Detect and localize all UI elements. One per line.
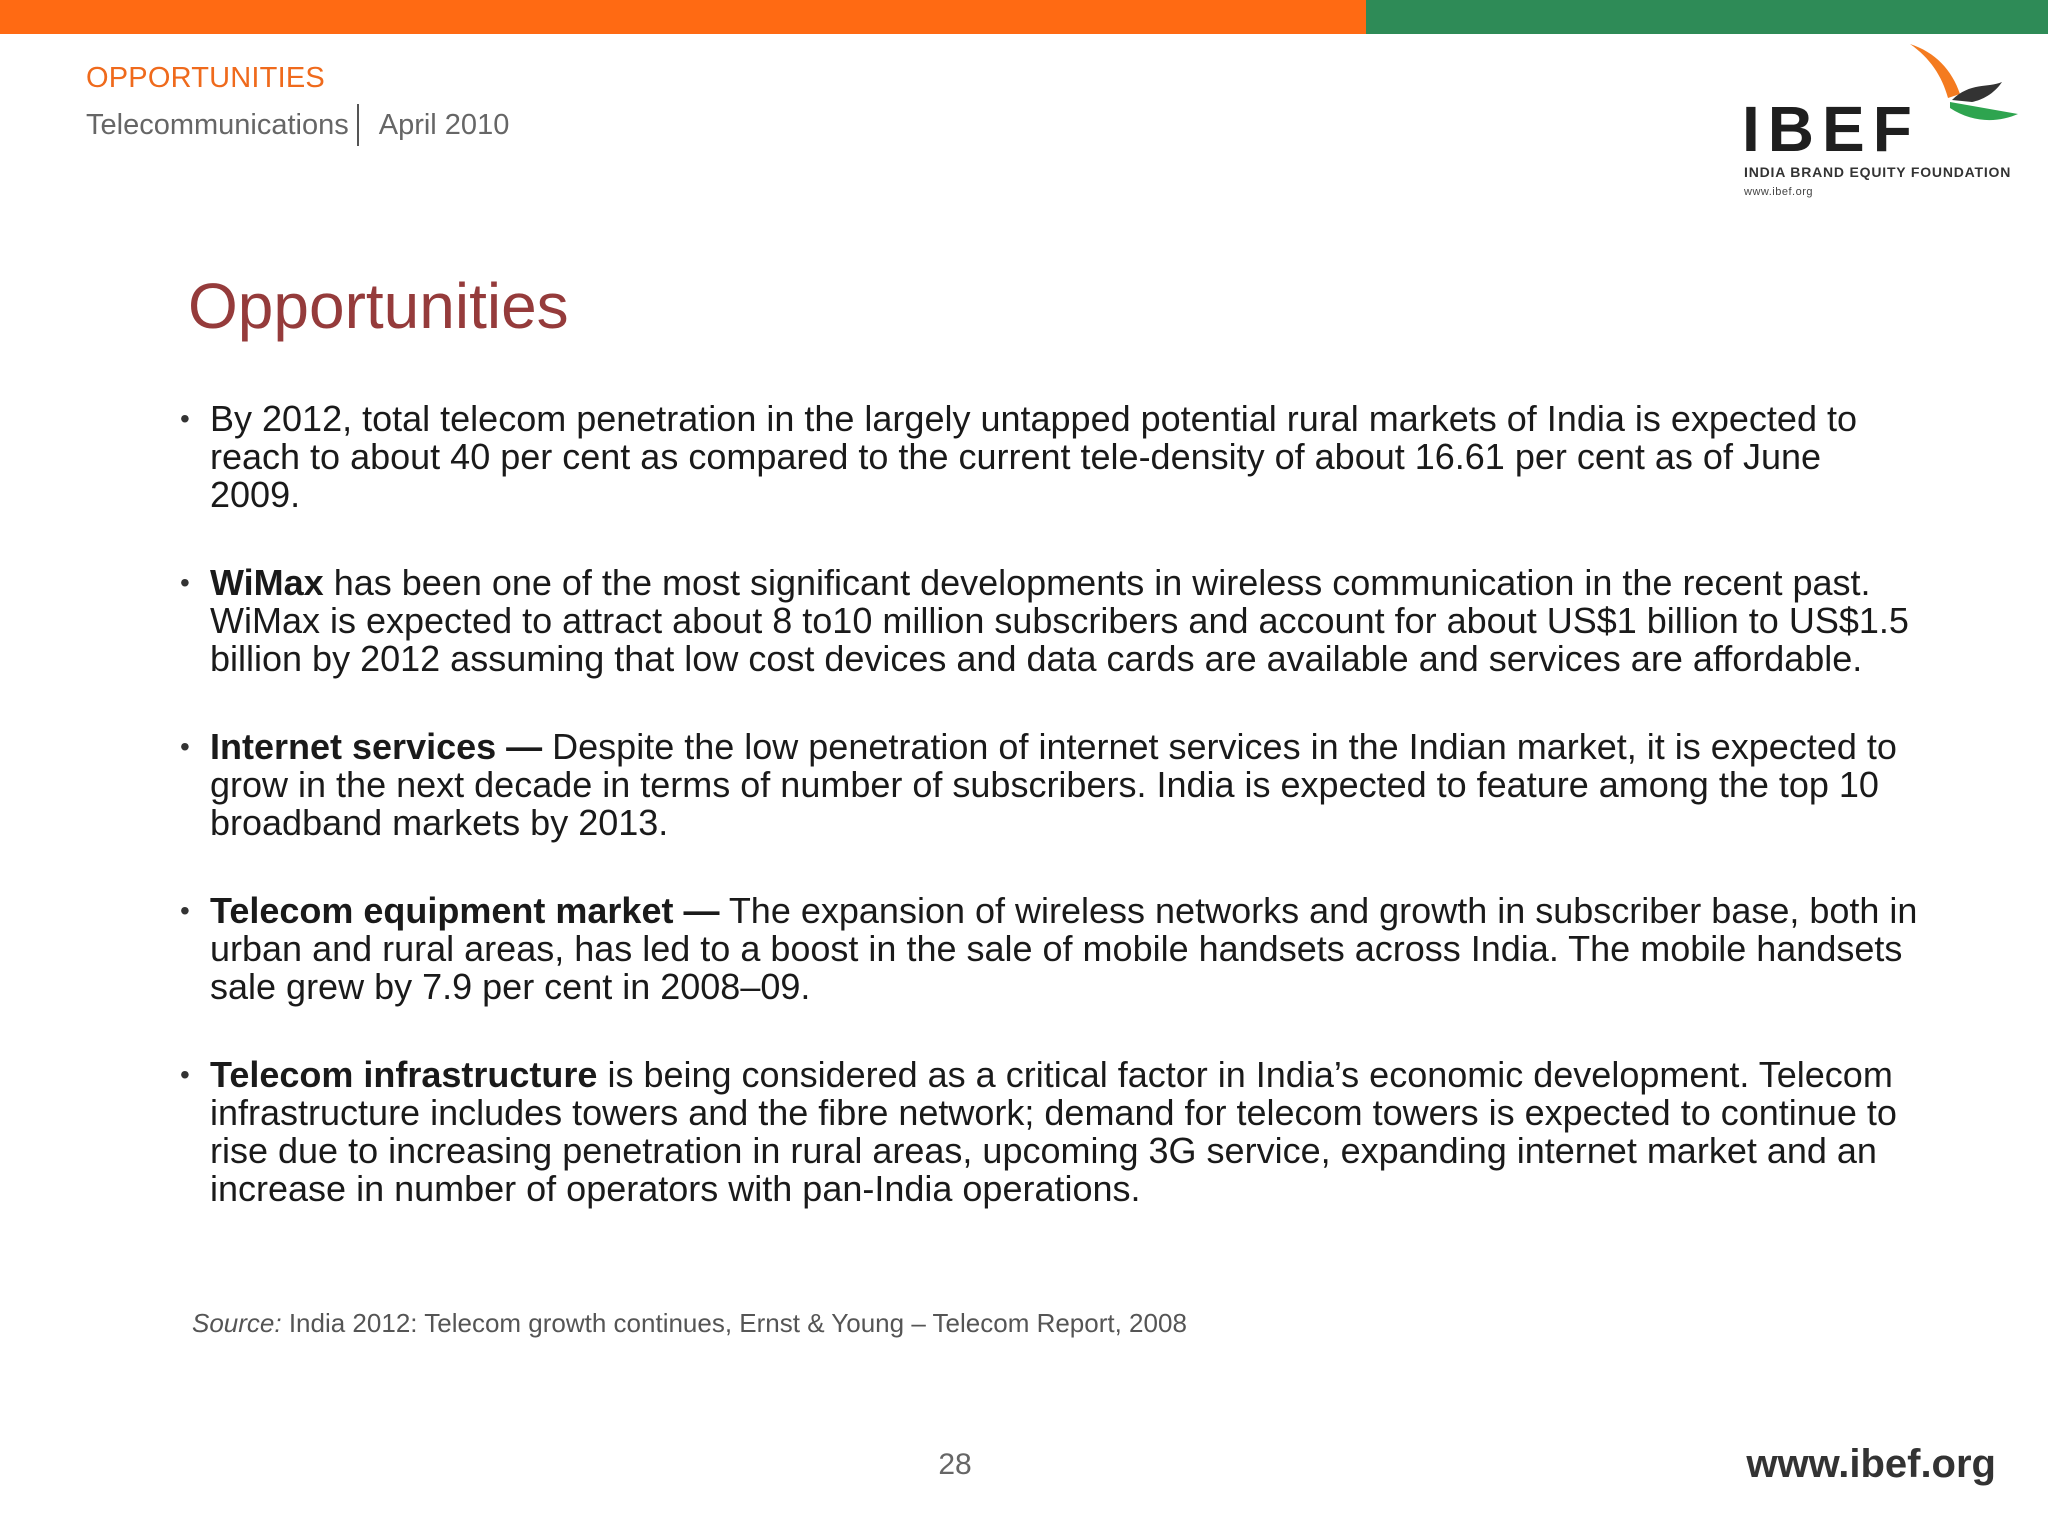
footer-url-link[interactable]: www.ibef.org [1746, 1442, 1996, 1486]
top-color-bar [0, 0, 2048, 34]
page-title: Opportunities [188, 269, 569, 342]
bullet-dot-icon: • [180, 731, 190, 762]
top-bar-orange-segment [0, 0, 1366, 34]
bullet-item [180, 728, 1920, 842]
subheader [86, 104, 509, 146]
bullet-dot-icon: • [180, 403, 190, 434]
bullet-text: is being considered as a critical factor in India’s economic development. Telecom infrastructure includes towers and the fibre network; demand for telecom towers is expected to continue to rise due to increasing penetration in rural areas, upcoming 3G service, expanding internet market and an increase in number of operators with pan-India operations. [210, 1054, 1897, 1209]
bullet-item [180, 400, 1920, 514]
top-bar-green-segment [1366, 0, 2048, 34]
bullet-text: has been one of the most significant developments in wireless communication in the recent past. WiMax is expected to attract about 8 to10 million subscribers and account for about US$1 billion to US$1.5 billion by 2012 assuming that low cost devices and data cards are available and services are affordable. [210, 562, 1909, 679]
bullet-bold-lead: Telecom infrastructure [210, 1054, 598, 1095]
bullet-list [180, 400, 1920, 1258]
ibef-logo [1740, 42, 2020, 212]
bullet-item [180, 1056, 1920, 1208]
logo-tagline: INDIA BRAND EQUITY FOUNDATION [1744, 164, 2012, 180]
bullet-dot-icon: • [180, 1059, 190, 1090]
industry-label: Telecommunications [86, 108, 349, 141]
bullet-bold-lead: Telecom equipment market — [210, 890, 720, 931]
bullet-dot-icon: • [180, 567, 190, 598]
source-label: Source: [192, 1308, 282, 1338]
bullet-dot-icon: • [180, 895, 190, 926]
source-note [192, 1308, 1187, 1339]
logo-url: www.ibef.org [1744, 186, 1813, 198]
date-label: April 2010 [378, 108, 510, 141]
bullet-bold-lead: WiMax [210, 562, 324, 603]
bullet-item [180, 892, 1920, 1006]
source-text: India 2012: Telecom growth continues, Ernst & Young – Telecom Report, 2008 [281, 1308, 1187, 1338]
bullet-text: By 2012, total telecom penetration in the largely untapped potential rural markets of India is expected to reach to about 40 per cent as compared to the current tele-density of about 16.61 per cent as of June 2009. [210, 398, 1857, 515]
bullet-item [180, 564, 1920, 678]
page-number: 28 [938, 1448, 972, 1481]
bullet-text: The expansion of wireless networks and growth in subscriber base, both in urban and rural areas, has led to a boost in the sale of mobile handsets across India. The mobile handsets sale grew by 7.9 per cent in 2008–09. [210, 890, 1918, 1007]
section-label: OPPORTUNITIES [86, 62, 325, 94]
logo-wordmark: IBEF [1742, 93, 1920, 165]
subheader-divider [357, 104, 359, 146]
bullet-bold-lead: Internet services — [210, 726, 543, 767]
bullet-text: Despite the low penetration of internet services in the Indian market, it is expected to grow in the next decade in terms of number of subscribers. India is expected to feature among the top 10 broadband markets by 2013. [210, 726, 1897, 843]
